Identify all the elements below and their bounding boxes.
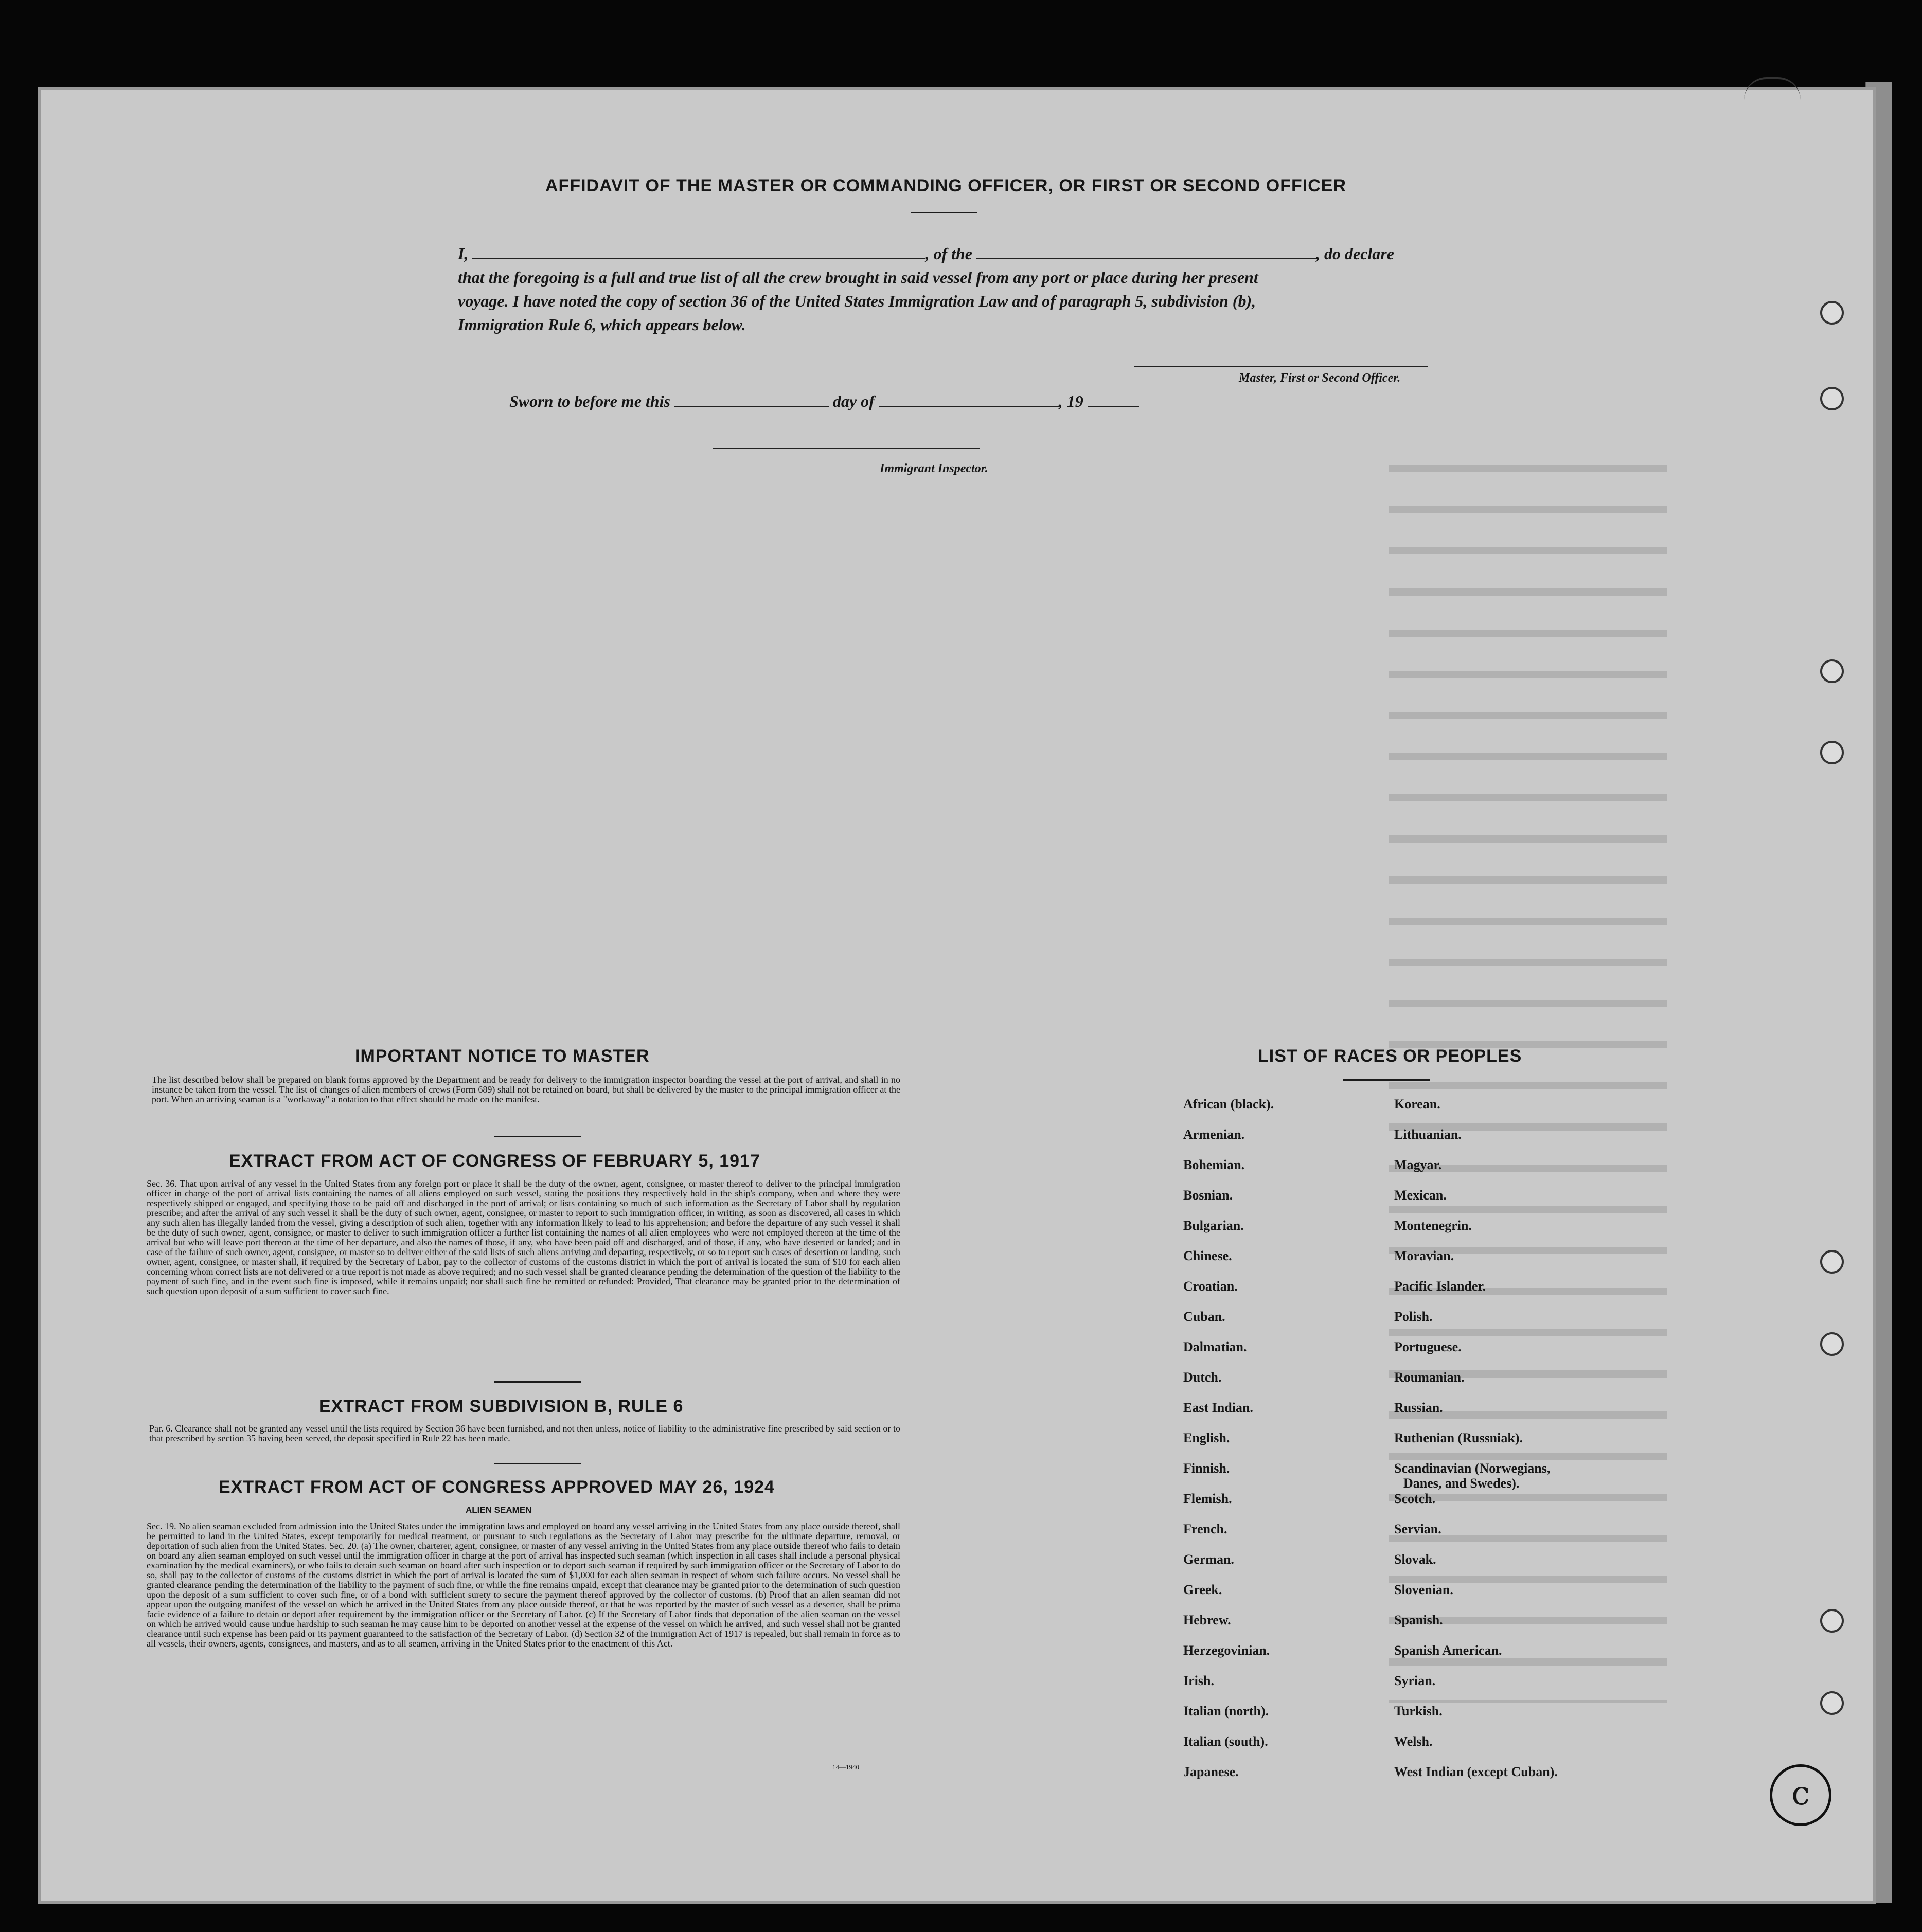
title-underline [911, 212, 977, 213]
race-item: Chinese. [1183, 1248, 1232, 1263]
race-item: Korean. [1394, 1097, 1440, 1112]
binder-hole [1820, 741, 1844, 764]
extract-rule6-body: Par. 6. Clearance shall not be granted any vessel until the lists required by Section 36 have been furnished, and not then unless, notice of liability to the administrative fine prescribed by said section or to that prescribed by section 35 having been served, the deposit specified in Rule 22 has been made. [149, 1423, 900, 1443]
sworn-year: , 19 [1058, 392, 1083, 410]
inspector-label: Immigrant Inspector. [880, 462, 988, 475]
race-item: Greek. [1183, 1582, 1222, 1597]
binder-hole [1820, 1250, 1844, 1274]
race-item: Moravian. [1394, 1248, 1454, 1263]
handwritten-circled-mark: c [1770, 1764, 1831, 1826]
race-item: Slovak. [1394, 1552, 1436, 1567]
race-item: Croatian. [1183, 1279, 1238, 1294]
race-item: Bulgarian. [1183, 1218, 1244, 1233]
race-item: Scandinavian (Norwegians, [1394, 1461, 1551, 1476]
binder-hole [1820, 301, 1844, 325]
race-item: Armenian. [1183, 1127, 1245, 1142]
races-column-2 [1394, 1097, 1558, 1795]
race-item: French. [1183, 1522, 1227, 1536]
extract-1917-body: Sec. 36. That upon arrival of any vessel in the United States from any foreign port or place it shall be the duty of the owner, agent, consignee, or master thereof to deliver to the principal immigration officer in charge of the port of arrival lists containing the names of all aliens employed on such vessel, stating the positions they respectively hold in the ship's company, when and where they were respectively shipped or engaged, and specifying those to be paid off and discharged in the port of arrival; or lists containing so much of such information as the Secretary of Labor shall by regulation prescribe; and after the arrival of any such vessel it shall be the duty of such owner, agent, consignee, or master to report to such immigration officer, in writing, as soon as discovered, all cases in which any such alien has illegally landed from the vessel, giving a description of such alien, together with any information likely to lead to his apprehension; and before the departure of any such vessel it shall be the duty of such owner, agent, consignee, or master to deliver to such immigration officer a further list containing the names of all alien employees who were not employed thereon at the time of the arrival but who will leave port thereon at the time of her departure, and also the names of those, if any, who have been paid off and discharged, and of those, if any, who have deserted or landed; and in case of the failure of such owner, agent, consignee, or master so to deliver either of the said lists of such aliens arriving and departing, respectively, or so to report such cases of desertion or landing, such owner, agent, consignee, or master shall, if required by the Secretary of Labor, pay to the collector of customs of the customs district in which the port of arrival is located the sum of $10 for each alien concerning whom correct lists are not delivered or a true report is not made as above required; and no such vessel shall be granted clearance pending the determination of the question of the liability to the payment of such fine, and in the event such fine is imposed, while it remains unpaid; nor shall such fine be remitted or refunded: Provided, That clearance may be granted prior to the determination of such question upon deposit of a sum sufficient to cover such fine. [147, 1178, 901, 1296]
race-item: Turkish. [1394, 1704, 1443, 1719]
affidavit-i: I, [458, 244, 469, 263]
corner-stamp-mark [1744, 77, 1801, 100]
race-item: Magyar. [1394, 1157, 1442, 1172]
race-item: Finnish. [1183, 1461, 1230, 1476]
race-item: Syrian. [1394, 1673, 1436, 1688]
vessel-name-field[interactable] [976, 243, 1316, 259]
race-item: Portuguese. [1394, 1339, 1462, 1354]
race-item: Servian. [1394, 1522, 1442, 1536]
race-item: Herzegovinian. [1183, 1643, 1270, 1658]
affidavit-line-2: that the foregoing is a full and true list of all the crew brought in said vessel from any port or place during her present [458, 268, 1258, 287]
master-signature-line[interactable] [1134, 366, 1428, 367]
race-item: Roumanian. [1394, 1370, 1465, 1385]
binder-hole [1820, 1691, 1844, 1715]
officer-name-field[interactable] [472, 243, 925, 259]
race-item: West Indian (except Cuban). [1394, 1764, 1558, 1779]
race-item: Dutch. [1183, 1370, 1222, 1385]
binder-hole [1820, 1332, 1844, 1356]
binder-hole [1820, 1609, 1844, 1633]
alien-seamen-subtitle: ALIEN SEAMEN [466, 1505, 532, 1515]
affidavit-line-4: Immigration Rule 6, which appears below. [458, 315, 746, 334]
race-item: Montenegrin. [1394, 1218, 1472, 1233]
race-item: Bohemian. [1183, 1157, 1245, 1172]
sworn-day-of: day of [832, 392, 875, 410]
affidavit-do-declare: , do declare [1316, 244, 1394, 263]
extract-1917-title: EXTRACT FROM ACT OF CONGRESS OF FEBRUARY 5, 1917 [229, 1151, 760, 1171]
affidavit-of-the: , of the [925, 244, 972, 263]
race-item: Welsh. [1394, 1734, 1433, 1749]
notice-title: IMPORTANT NOTICE TO MASTER [355, 1046, 650, 1066]
races-title-underline [1343, 1079, 1430, 1081]
sworn-prefix: Sworn to before me this [509, 392, 670, 410]
sworn-statement [509, 392, 1139, 411]
race-item: German. [1183, 1552, 1234, 1567]
race-item: Spanish American. [1394, 1643, 1502, 1658]
race-item: Mexican. [1394, 1188, 1447, 1203]
race-item: English. [1183, 1430, 1230, 1445]
section-divider [494, 1463, 581, 1464]
race-item: Russian. [1394, 1400, 1443, 1415]
race-item: Lithuanian. [1394, 1127, 1462, 1142]
sworn-date-field[interactable] [674, 392, 829, 407]
section-divider [494, 1381, 581, 1383]
race-item: Pacific Islander. [1394, 1279, 1486, 1294]
race-item: Slovenian. [1394, 1582, 1453, 1597]
affidavit-line-3: voyage. I have noted the copy of section 36 of the United States Immigration Law and of paragraph 5, subdivision (b), [458, 292, 1256, 310]
race-item: East Indian. [1183, 1400, 1253, 1415]
race-item: Japanese. [1183, 1764, 1239, 1779]
affidavit-declaration [458, 242, 1476, 336]
notice-body: The list described below shall be prepared on blank forms approved by the Department and be ready for delivery to the immigration inspector boarding the vessel at the port of arrival, and shall in no instance be taken from the vessel. The list of changes of alien members of crews (Form 689) shall not be retained on board, but shall be delivered by the master to the principal immigration officer at the port. When an arriving seaman is a "workaway" a notation to that effect should be made on the manifest. [152, 1075, 900, 1104]
inspector-signature-line[interactable] [713, 448, 980, 449]
extract-rule6-title: EXTRACT FROM SUBDIVISION B, RULE 6 [319, 1397, 684, 1416]
race-item: Scotch. [1394, 1491, 1436, 1506]
race-item: Cuban. [1183, 1309, 1225, 1324]
binder-hole [1820, 387, 1844, 410]
race-item: Spanish. [1394, 1613, 1443, 1627]
race-item: Italian (south). [1183, 1734, 1268, 1749]
races-title: LIST OF RACES OR PEOPLES [1258, 1046, 1522, 1066]
race-item: Irish. [1183, 1673, 1214, 1688]
affidavit-title: AFFIDAVIT OF THE MASTER OR COMMANDING OFFICER, OR FIRST OR SECOND OFFICER [545, 176, 1346, 195]
form-number: 14—1940 [832, 1763, 859, 1771]
race-item: Flemish. [1183, 1491, 1232, 1506]
sworn-month-field[interactable] [879, 392, 1059, 407]
race-item: Bosnian. [1183, 1188, 1233, 1203]
race-item: Italian (north). [1183, 1704, 1269, 1719]
extract-1924-body: Sec. 19. No alien seaman excluded from admission into the United States under the immigration laws and employed on board any vessel arriving in the United States from any place outside thereof, shall be permitted to land in the United States, except temporarily for medical treatment, or pursuant to such regulations as the Secretary of Labor may prescribe for the ultimate departure, removal, or deportation of such alien from the United States. Sec. 20. (a) The owner, charterer, agent, consignee, or master of any vessel arriving in the United States from any place outside thereof who fails to detain on board any alien seaman employed on such vessel until the immigration officer in charge at the port of arrival has inspected such seaman (which inspection in all cases shall include a personal physical examination by the medical examiners), or who fails to detain such seaman on board after such inspection or to deport such seaman if required by such immigration officer or the Secretary of Labor to do so, shall pay to the collector of customs of the customs district in which the port of arrival is located the sum of $1,000 for each alien seaman in respect of whom such failure occurs. No vessel shall be granted clearance pending the determination of the liability to the payment of such fine, or while the fine remains unpaid, except that clearance may be granted prior to the determination of such question upon the deposit of a sum sufficient to cover such fine, or of a bond with sufficient surety to secure the payment thereof approved by the collector of customs. (b) Proof that an alien seaman did not appear upon the outgoing manifest of the vessel on which he arrived in the United States from any place outside thereof, or that he was reported by the master of such vessel as a deserter, shall be prima facie evidence of a failure to detain or deport after requirement by the immigration officer or the Secretary of Labor. (c) If the Secretary of Labor finds that deportation of the alien seaman on the vessel on which he arrived would cause undue hardship to such seaman he may cause him to be deported on another vessel at the expense of the vessel on which he arrived, and such vessel shall not be granted clearance until such expense has been paid or its payment guaranteed to the satisfaction of the Secretary of Labor. (d) Section 32 of the Immigration Act of 1917 is repealed, but shall remain in force as to all vessels, their owners, agents, consignees, and masters, and as to all seamen, arriving in the United States prior to the enactment of this Act. [147, 1521, 900, 1649]
extract-1924-title: EXTRACT FROM ACT OF CONGRESS APPROVED MAY 26, 1924 [219, 1477, 775, 1497]
binder-hole [1820, 659, 1844, 683]
race-item: Polish. [1394, 1309, 1433, 1324]
race-item: Danes, and Swedes). [1403, 1476, 1520, 1491]
sworn-year-field[interactable] [1088, 392, 1139, 407]
race-item: Hebrew. [1183, 1613, 1231, 1627]
race-item: Ruthenian (Russniak). [1394, 1430, 1523, 1445]
races-column-1 [1183, 1097, 1274, 1795]
race-item: African (black). [1183, 1097, 1274, 1112]
section-divider [494, 1136, 581, 1137]
master-signature-label: Master, First or Second Officer. [1239, 371, 1401, 385]
race-item: Dalmatian. [1183, 1339, 1247, 1354]
